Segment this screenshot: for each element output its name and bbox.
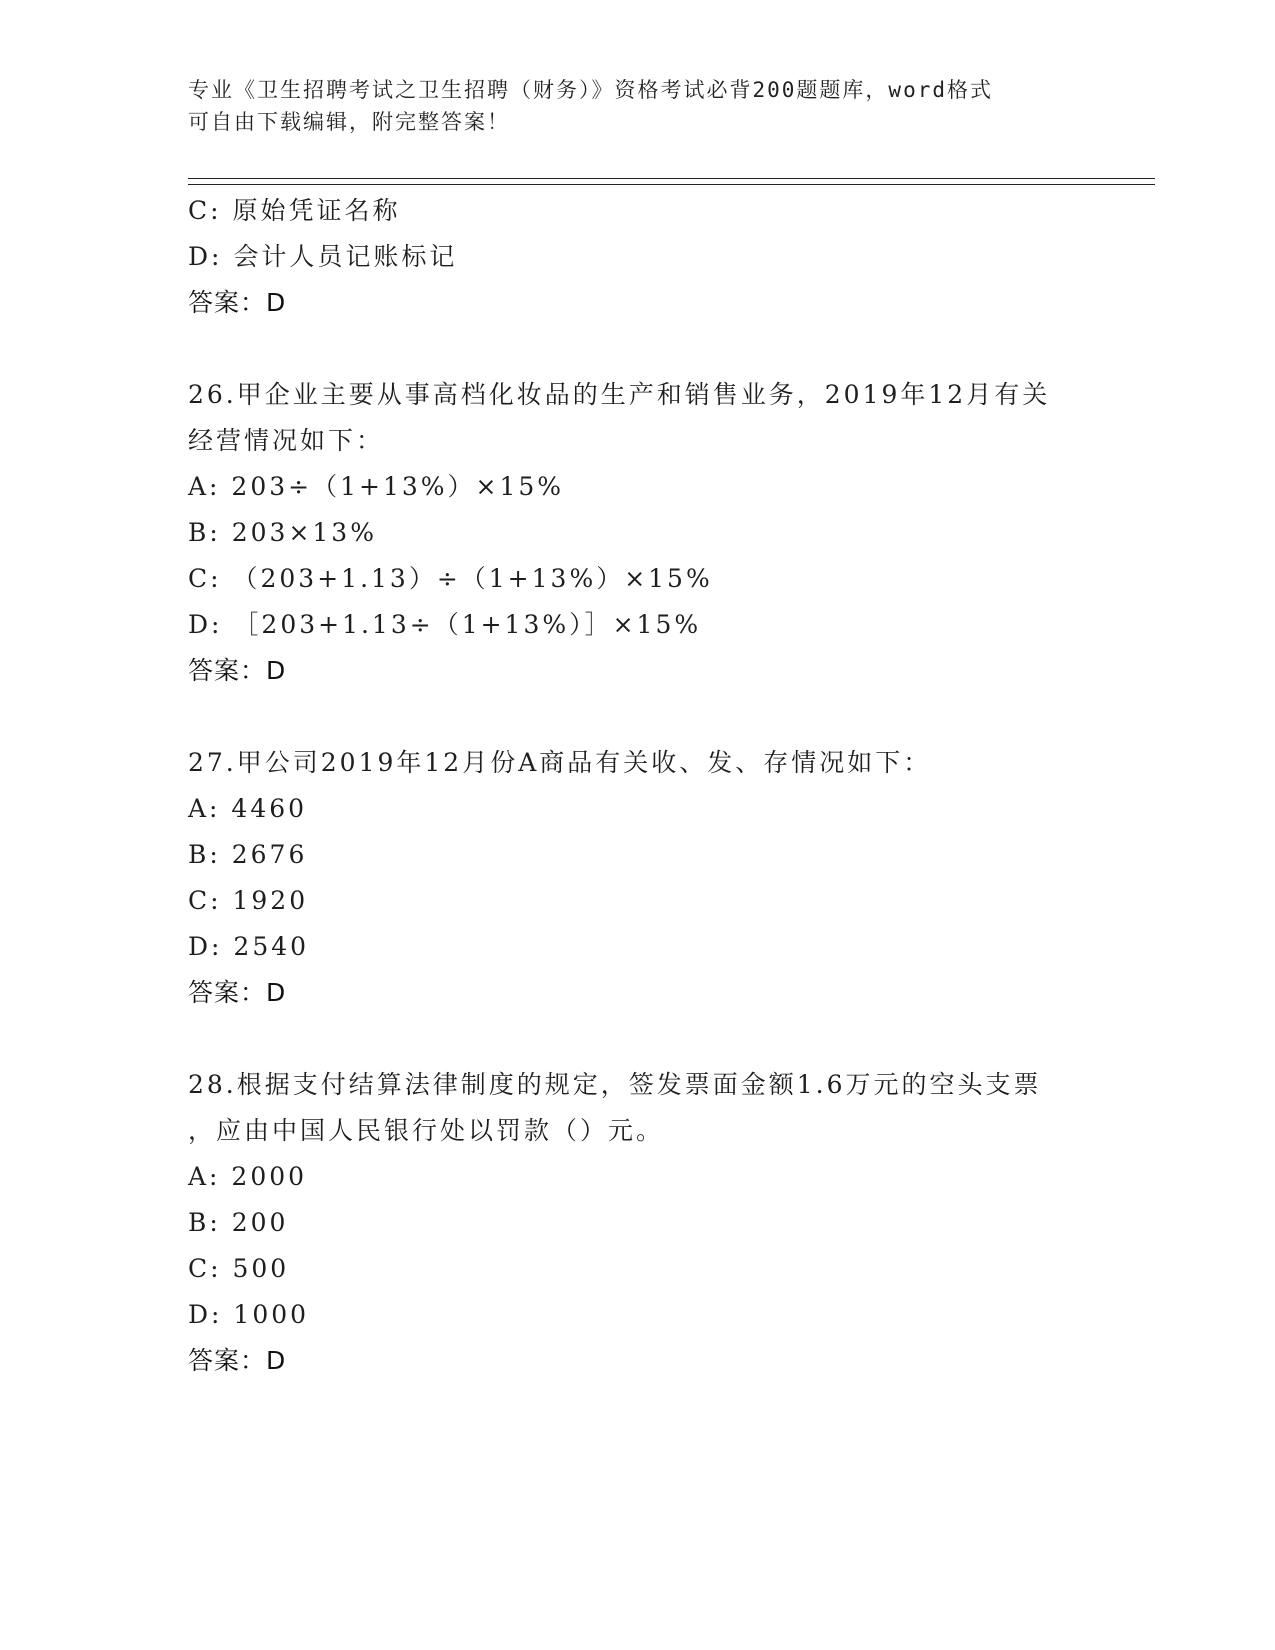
question-stem-continued: ，应由中国人民银行处以罚款（）元。	[188, 1116, 665, 1145]
header-divider-top	[188, 178, 1155, 179]
question-stem: 28.根据支付结算法律制度的规定，签发票面金额1.6万元的空头支票	[188, 1070, 1042, 1099]
question-25-tail	[188, 188, 1108, 326]
option-c: C: （203+1.13）÷（1+13%）×15%	[188, 564, 713, 593]
option-b: B: 203×13%	[188, 518, 377, 547]
option-d: D: 会计人员记账标记	[188, 242, 458, 271]
header-line-2: 可自由下载编辑，附完整答案！	[188, 110, 510, 134]
answer: 答案：D	[188, 978, 287, 1007]
option-d: D: 1000	[188, 1300, 310, 1329]
option-c: C: 1920	[188, 886, 309, 915]
spacer	[188, 1016, 1108, 1062]
answer: 答案：D	[188, 1346, 287, 1375]
spacer	[188, 694, 1108, 740]
question-26	[188, 372, 1108, 694]
option-b: B: 2676	[188, 840, 308, 869]
option-d: D: ［203+1.13÷（1+13%）］×15%	[188, 610, 702, 639]
option-a: A: 203÷（1+13%）×15%	[188, 472, 565, 501]
option-d: D: 2540	[188, 932, 310, 961]
question-list	[188, 188, 1108, 1384]
question-28	[188, 1062, 1108, 1384]
document-header	[188, 74, 1088, 138]
option-c: C: 500	[188, 1254, 290, 1283]
question-27	[188, 740, 1108, 1016]
option-c: C: 原始凭证名称	[188, 196, 401, 225]
header-line-1: 专业《卫生招聘考试之卫生招聘（财务）》资格考试必背200题题库，word格式	[188, 78, 993, 102]
question-stem-continued: 经营情况如下：	[188, 426, 385, 455]
question-stem: 27.甲公司2019年12月份A商品有关收、发、存情况如下：	[188, 748, 932, 777]
answer: 答案：D	[188, 656, 287, 685]
answer: 答案：D	[188, 288, 287, 317]
question-stem: 26.甲企业主要从事高档化妆品的生产和销售业务，2019年12月有关	[188, 380, 1051, 409]
option-a: A: 2000	[188, 1162, 308, 1191]
header-divider-bottom	[188, 184, 1155, 185]
option-a: A: 4460	[188, 794, 308, 823]
spacer	[188, 326, 1108, 372]
option-b: B: 200	[188, 1208, 289, 1237]
